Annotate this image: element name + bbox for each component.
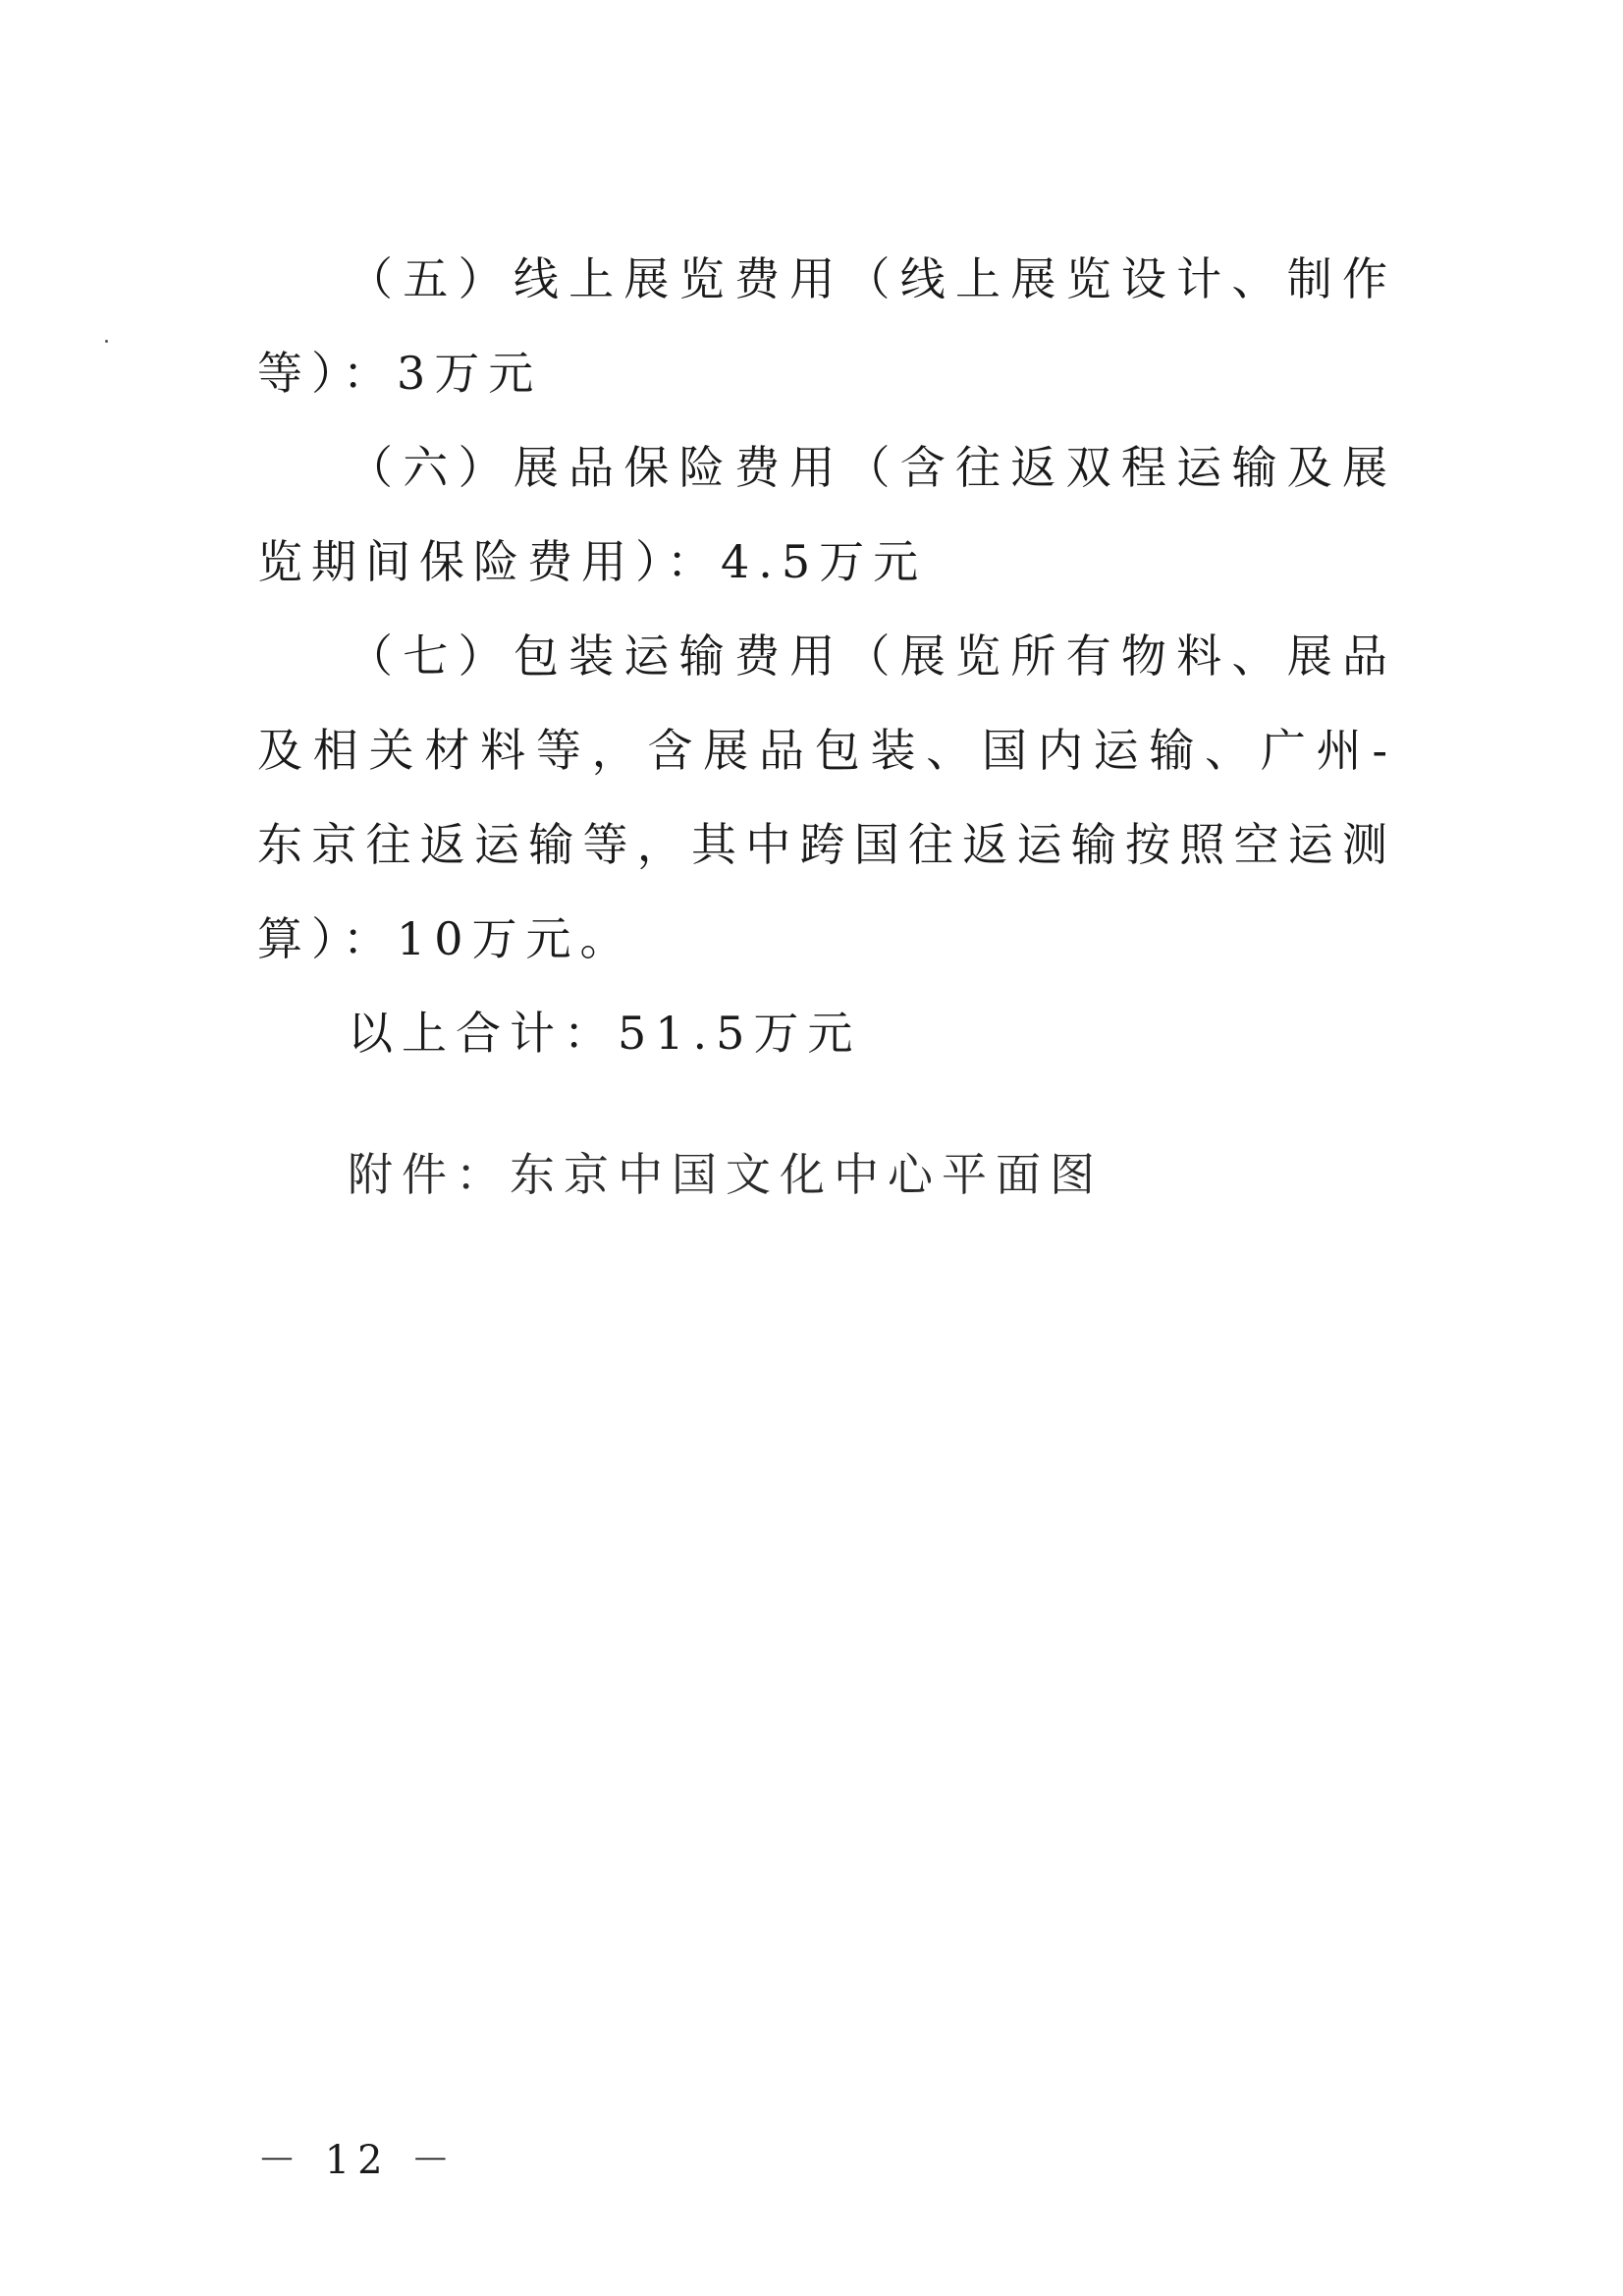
paragraph-online-exhibition-cost: （五）线上展览费用（线上展览设计、制作等）：3万元 <box>257 252 1396 400</box>
document-body <box>257 232 1396 1222</box>
attachment-line: 附件：东京中国文化中心平面图 <box>348 1148 1104 1201</box>
paragraph-insurance-cost: （六）展品保险费用（含往返双程运输及展览期间保险费用）：4.5万元 <box>257 441 1396 588</box>
paragraph-packaging-transport-cost: （七）包装运输费用（展览所有物料、展品及相关材料等，含展品包装、国内运输、广州-东京往返运输等，其中跨国往返运输按照空运测算）：10万元。 <box>257 629 1396 965</box>
paragraph-total: 以上合计：51.5万元 <box>348 1007 862 1060</box>
scan-speck <box>105 340 108 343</box>
page-number: － 12 － <box>257 2138 459 2183</box>
